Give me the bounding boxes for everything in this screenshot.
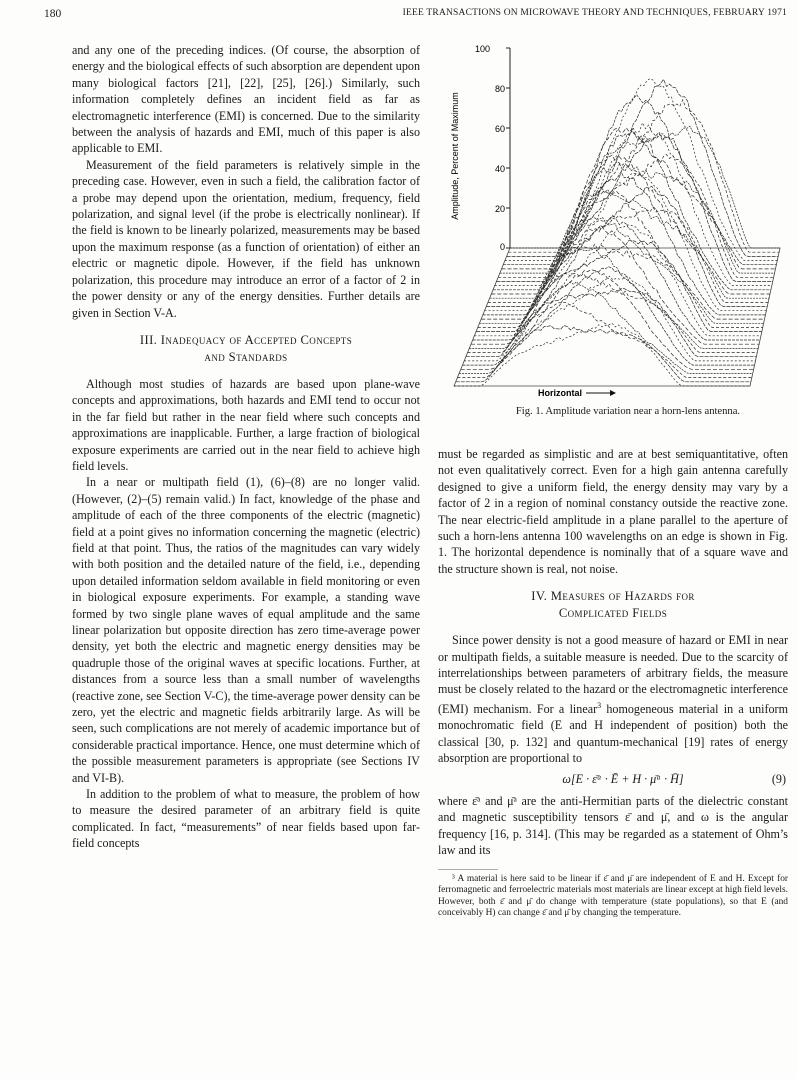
text-run: homogeneous material in a uniform monochromatic field (E and H independent of position) both the classical [30, p. 132] and quantum-mechanical [19] rates of energy absorption are proportional to bbox=[438, 701, 788, 766]
surface-trace bbox=[468, 273, 758, 352]
surface-trace bbox=[507, 79, 779, 256]
page-header bbox=[44, 8, 787, 24]
y-tick-label: 80 bbox=[494, 84, 505, 94]
surface-trace bbox=[503, 95, 776, 265]
paragraph: In addition to the problem of what to measure, the problem of how to measure the desired parameter of an arbitrary field is quite complicated. In fact, “measurements” of near fields based upon far-field concepts bbox=[72, 787, 420, 851]
surface-trace bbox=[456, 326, 751, 382]
surface-plot bbox=[450, 36, 788, 401]
x-axis-label: Horizontal bbox=[538, 388, 582, 398]
y-tick-label: 40 bbox=[494, 164, 505, 174]
paragraph: must be regarded as simplistic and are at best semiquantitative, often not even qualitatively correct. Even for a high gain antenna carefully designed to give a uniform field, the energy density may vary by a factor of 2 in a region of nominal constancy outside the reactive zone. The near electric-field amplitude in a plane parallel to the aperture of such a horn-lens antenna 100 wavelengths on an edge is shown in Fig. 1. The horizontal dependence is nominally that of a square wave and the structure shown is real, not noise. bbox=[438, 447, 788, 576]
heading-line: III. Inadequacy of Accepted Concepts bbox=[139, 332, 353, 347]
text-run: Since power density is not a good measure of hazard or EMI in near or multipath fields, a suitable measure is needed. Due to the scarcity of interrelationships between parameters of arbitrary fields, the measure must be closely related to the hazard or the electromagnetic interference (EMI) mechanism. For a linear bbox=[438, 633, 788, 716]
surface-trace bbox=[510, 126, 780, 248]
surface-trace bbox=[476, 241, 762, 332]
paragraph: where ε̄ᵃ and μ̄ᵃ are the anti-Hermitian parts of the dielectric constant and magnetic susceptibility tensors ε̄ and μ̄, and ω is the angular frequency [16, p. 314]. (This may be regarded as a statement of Ohm’s law and its bbox=[438, 793, 788, 858]
footnote: ³ A material is here said to be linear if ε̄ and μ̄ are independent of E and H. Except for ferromagnetic and ferroelectric materials most materials are linear except at high field levels. However, both ε̄ and μ̄ do change with temperature (state populations), so that E (and conceivably H) can change ε̄ and μ̄ by changing the temperature. bbox=[438, 873, 788, 919]
paragraph: Measurement of the field parameters is relatively simple in the preceding case. However, even in such a field, the calibration factor of a probe may depend upon the orientation, medium, frequency, field polarization, and signal level (if the probe is electrically nonlinear). If the field is known to be linearly polarized, measurements may be based upon the maximum response (as a function of orientation) of either an electric or magnetic dipole. However, if the field has unknown polarization, this procedure may introduce an error of a factor of 2 in the power density or any of the energy densities. Further details are given in Section V-A. bbox=[72, 157, 420, 320]
figure-1 bbox=[450, 36, 788, 428]
equation-number: (9) bbox=[771, 771, 786, 786]
y-tick-label: 20 bbox=[494, 204, 505, 214]
surface-trace bbox=[454, 323, 750, 386]
arrow-head-icon bbox=[610, 390, 616, 396]
heading-line: IV. Measures of Hazards for bbox=[531, 589, 695, 604]
heading-line: and Standards bbox=[204, 349, 288, 364]
surface-trace bbox=[495, 123, 772, 286]
left-column bbox=[72, 42, 420, 852]
paragraph: Although most studies of hazards are based upon plane-wave concepts and approximations, both hazards and EMI tend to occur not in the far field but rather in the near field where such concepts and approximations are inapplicable. Further, a large fraction of biological exposure experiments are carried out in the near field to achieve high field levels. bbox=[72, 376, 420, 473]
footnote-marker: 3 bbox=[597, 700, 602, 710]
surface-trace bbox=[473, 218, 760, 340]
heading-line: Complicated Fields bbox=[558, 606, 668, 621]
y-tick-label: 0 bbox=[499, 242, 505, 252]
y-tick-label: 100 bbox=[474, 44, 490, 54]
equation-9 bbox=[438, 771, 788, 787]
footnote-rule bbox=[438, 869, 498, 870]
section-heading-iv bbox=[438, 588, 788, 622]
equation-body: ω[E · ε̄ᵃ · Ē + H · μ̄ᵃ · H̄] bbox=[562, 771, 684, 786]
surface-trace bbox=[500, 163, 775, 274]
y-tick-label: 60 bbox=[494, 124, 505, 134]
paragraph bbox=[438, 632, 788, 766]
y-ticks bbox=[506, 48, 510, 248]
surface-trace bbox=[498, 155, 773, 278]
surface-trace bbox=[469, 248, 758, 348]
running-head: IEEE TRANSACTIONS ON MICROWAVE THEORY AND TECHNIQUES, FEBRUARY 1971 bbox=[402, 8, 787, 18]
surface-trace bbox=[488, 207, 768, 302]
surface-trace bbox=[463, 267, 755, 365]
y-axis-label: Amplitude, Percent of Maximum bbox=[450, 92, 460, 220]
page-number: 180 bbox=[44, 8, 62, 20]
figure-caption: Fig. 1. Amplitude variation near a horn-lens antenna. bbox=[515, 406, 741, 417]
paragraph: and any one of the preceding indices. (Of course, the absorption of energy and the biological effects of such absorption are dependent upon many biological factors [21], [22], [25], [26].) Similarly, such information completely defines an incident field as far as electromagnetic interference (EMI) is concerned. Due to the similarity between the analysis of hazards and EMI, much of this paper is also applicable to EMI. bbox=[72, 43, 420, 156]
surface-trace bbox=[508, 100, 779, 253]
paragraph: In a near or multipath field (1), (6)–(8) are no longer valid. (However, (2)–(5) remain valid.) In fact, knowledge of the phase and amplitude of each of the three components of the electric (magnetic) field at a point gives no information concerning the magnetic (electric) field at that point. Thus, the ratios of the magnitudes can vary widely with both position and the detailed nature of the field, i.e., depending upon detailed information seldom available in field monitoring or even in biological exposure experiments. For example, a standing wave formed by two single plane waves of equal amplitude and the same linear polarization but opposite direction has zero time-average power density, yet both the electric and magnetic energy densities may be quadruple those of the original waves at specific locations. Further, at distances from a source less than a small number of wavelengths (reactive zone, see Section V-C), the time-average power density can be zero, yet the electric and magnetic fields arbitrarily large. As will be seen, such complications are not merely of academic importance but of considerable practical importance. Hence, one must determine which of the possible measurement parameters is appropriate (see Sections IV and VI-B). bbox=[72, 475, 420, 785]
section-heading-iii bbox=[72, 332, 420, 366]
right-column bbox=[438, 446, 788, 920]
surface-trace bbox=[493, 131, 771, 290]
surface-trace bbox=[486, 186, 767, 306]
surface-trace bbox=[466, 289, 757, 357]
